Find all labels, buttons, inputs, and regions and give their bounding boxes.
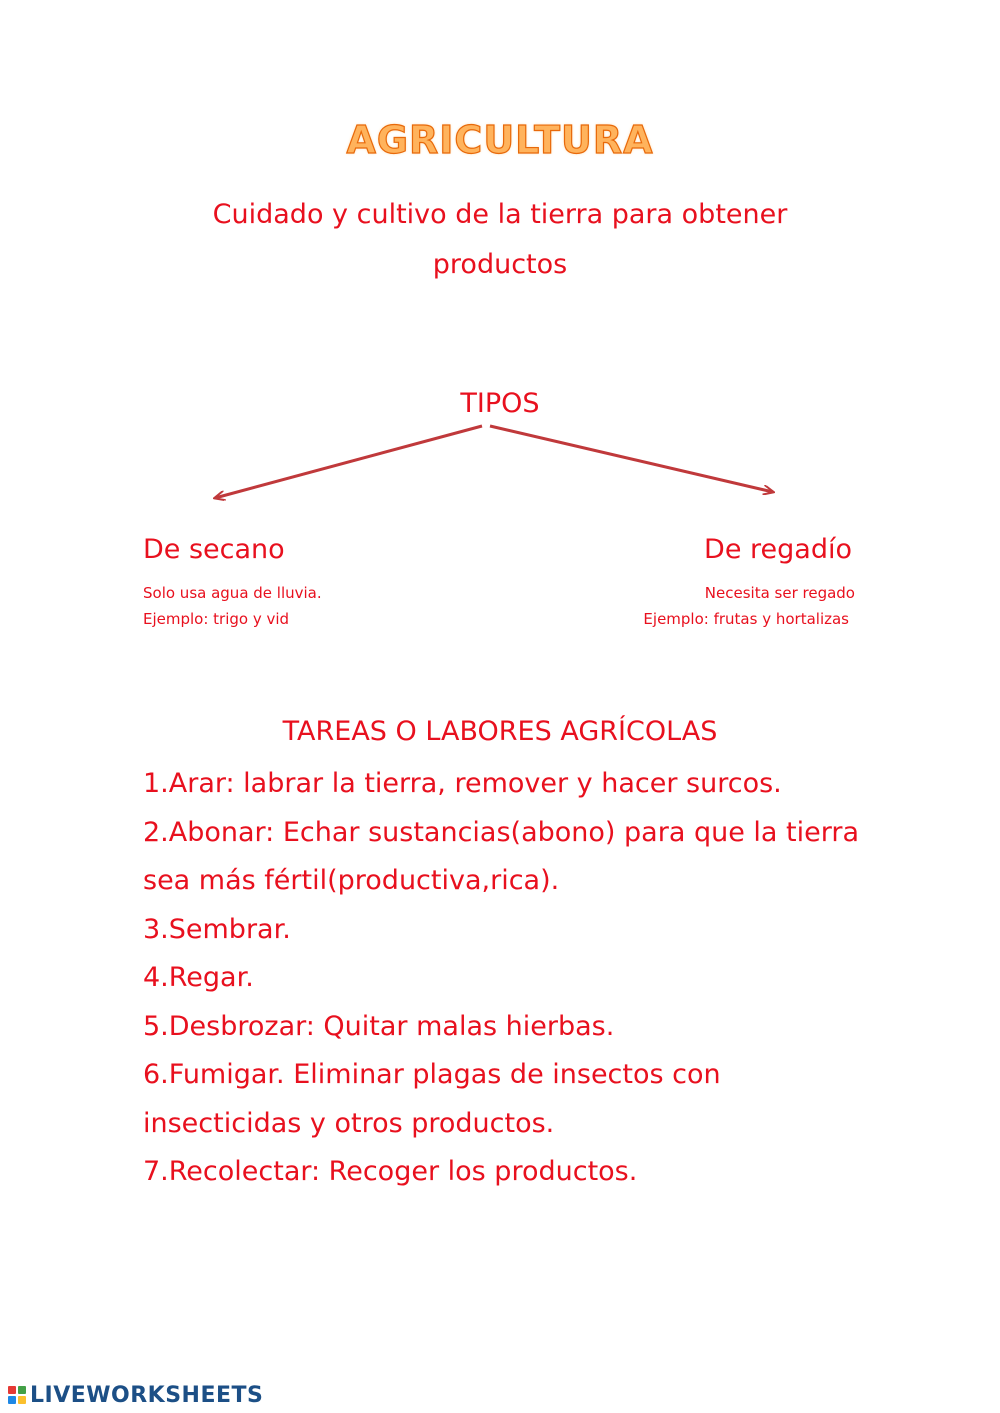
type-secano-title: De secano [143,534,285,565]
logo-block [18,1386,26,1394]
logo-block [8,1386,16,1394]
task-item: 2.Abonar: Echar sustancias(abono) para que la tierra sea más fértil(productiva,rica). [143,816,859,896]
task-item: 1.Arar: labrar la tierra, remover y hacer surcos. [143,768,782,799]
types-heading: TIPOS [460,388,540,419]
task-item: 5.Desbrozar: Quitar malas hierbas. [143,1010,615,1042]
type-secano-example: Ejemplo: trigo y vid [143,610,290,628]
type-regadio-details [560,580,855,632]
tasks-heading: TAREAS O LABORES AGRÍCOLAS [282,716,718,747]
task-item: 4.Regar. [143,962,254,993]
type-secano-description: Solo usa agua de lluvia. [143,584,322,602]
task-item: 3.Sembrar. [143,913,291,945]
type-regadio-title: De regadío [704,534,852,565]
brand-name: LIVEWORKSHEETS [30,1382,264,1408]
logo-block [8,1396,16,1404]
task-item: 6.Fumigar. Eliminar plagas de insectos con insecticidas y otros productos. [143,1059,721,1139]
liveworksheets-logo[interactable] [8,1380,263,1410]
type-secano-details [143,580,322,632]
definition-text: Cuidado y cultivo de la tierra para obtener productos [212,199,788,280]
logo-block [18,1396,26,1404]
tasks-list [143,760,863,1197]
type-regadio-example: Ejemplo: frutas y hortalizas [643,610,849,628]
arrow-right [490,426,773,492]
arrow-left [215,426,482,498]
task-item: 7.Recolectar: Recoger los productos. [143,1156,638,1187]
type-regadio-description: Necesita ser regado [704,584,855,602]
page-title: AGRICULTURA [346,118,654,162]
logo-blocks-icon [8,1386,26,1404]
